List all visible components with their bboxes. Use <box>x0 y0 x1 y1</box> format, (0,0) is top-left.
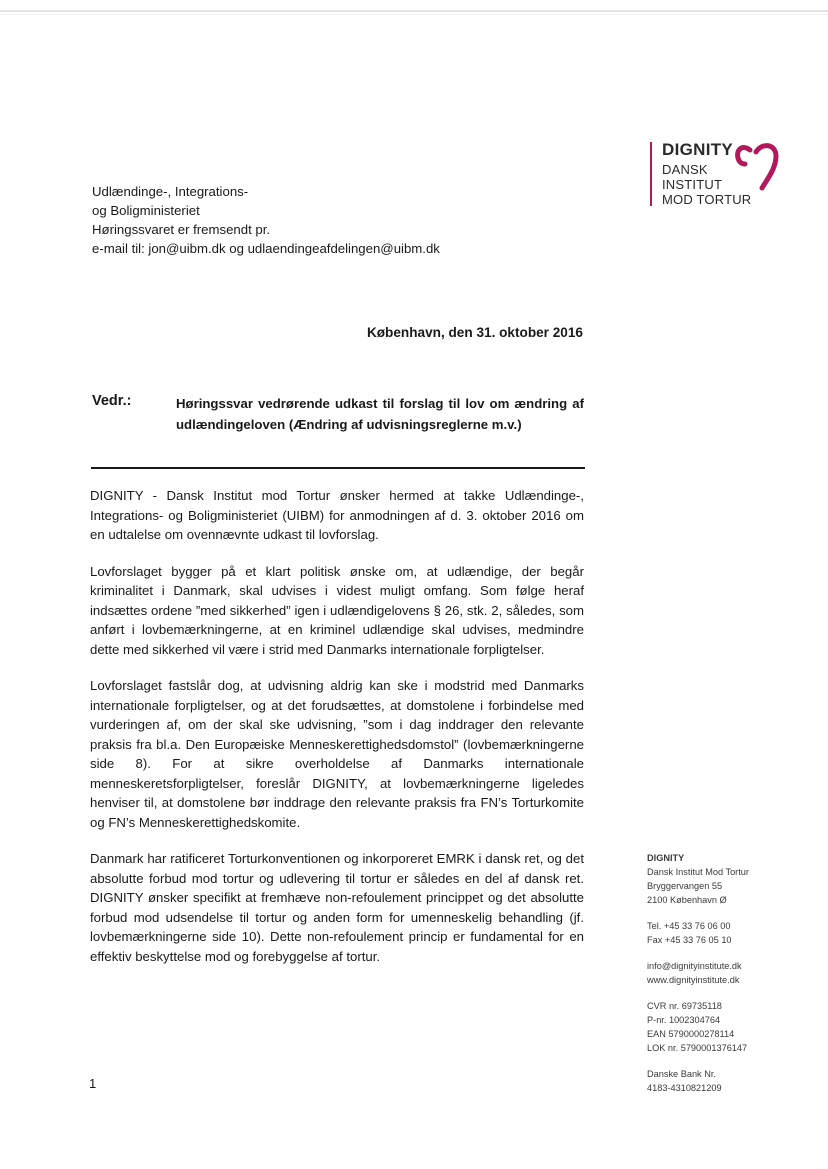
logo-divider-bar <box>650 142 652 206</box>
sidebar-bank-block <box>647 1067 797 1095</box>
subject-text: Høringssvar vedrørende udkast til forslag til lov om ændring af udlændingeloven (Ændring af udvisningsreglerne m.v.) <box>176 396 584 432</box>
sidebar-bank: Danske Bank Nr. <box>647 1069 716 1079</box>
letter-body <box>90 486 584 983</box>
sidebar-fax: Fax +45 33 76 05 10 <box>647 935 732 945</box>
scan-edge <box>0 10 828 12</box>
sidebar-ean: EAN 5790000278114 <box>647 1029 735 1039</box>
letter-date: København, den 31. oktober 2016 <box>366 325 583 340</box>
contact-sidebar <box>647 851 797 1107</box>
recipient-line-4: e-mail til: jon@uibm.dk og udlaendingeafdelingen@uibm.dk <box>92 241 440 256</box>
sidebar-pnr: P-nr. 1002304764 <box>647 1015 721 1025</box>
sidebar-cvr: CVR nr. 69735118 <box>647 1001 722 1011</box>
recipient-line-2: og Boligministeriet <box>92 203 200 218</box>
logo-line-2: INSTITUT <box>662 177 723 192</box>
sidebar-address-3: 2100 København Ø <box>647 895 727 905</box>
recipient-address <box>92 182 440 258</box>
sidebar-org: DIGNITY <box>647 853 685 863</box>
sidebar-tel: Tel. +45 33 76 06 00 <box>647 921 731 931</box>
sidebar-web-block <box>647 959 797 987</box>
recipient-line-1: Udlændinge-, Integrations- <box>92 184 249 199</box>
subject-label: Vedr.: <box>92 393 132 409</box>
page-number: 1 <box>89 1076 97 1091</box>
sidebar-web: www.dignityinstitute.dk <box>647 975 740 985</box>
body-paragraph-3: Lovforslaget fastslår dog, at udvisning aldrig kan ske i modstrid med Danmarks internationale forpligtelser, og at det forudsættes, at domstolene i forbindelse med vurderingen af, om der skal ske udvisning, ”som i dag inddrager den relevante praksis fra bl.a. Den Europæiske Menneskerettighedsdomstol” (lovbemærkningerne side 8). For at sikre overholdelse af Danmarks internationale menneskeretsforpligtelser, foreslår DIGNITY, at lovbemærkningerne ligeledes henviser til, at domstolene bør inddrage den relevante praksis fra FN’s Torturkomite og FN’s Menneskerettighedskomite. <box>90 678 584 830</box>
sidebar-address-block <box>647 851 797 907</box>
sidebar-registration-block <box>647 999 797 1055</box>
sidebar-phone-block <box>647 919 797 947</box>
sidebar-address-2: Bryggervangen 55 <box>647 881 723 891</box>
body-paragraph-1: DIGNITY - Dansk Institut mod Tortur ønsker hermed at takke Udlændinge-, Integrations- og Boligministeriet (UIBM) for anmodningen af d. 3. oktober 2016 om en udtalelse om ovennævnte udkast til lovforslag. <box>90 488 584 542</box>
logo-line-1: DANSK <box>662 162 708 177</box>
sidebar-lok: LOK nr. 5790001376147 <box>647 1043 748 1053</box>
heart-mark-icon <box>734 140 784 192</box>
body-paragraph-4: Danmark har ratificeret Torturkonventionen og inkorporeret EMRK i dansk ret, og det absolutte forbud mod tortur og udlevering til tortur er således en del af dansk ret. DIGNITY ønsker specifikt at fremhæve non-refoulement princippet og det absolutte forbud mod udsendelse til tortur og anden form for umenneskelig behandling (jf. lovbemærkningerne side 10). Dette non-refoulement princip er fundamental for en effektiv beskyttelse mod og forebyggelse af tortur. <box>90 851 584 964</box>
scan-edge-secondary <box>0 14 828 15</box>
sidebar-email: info@dignityinstitute.dk <box>647 961 742 971</box>
logo-line-3: MOD TORTUR <box>662 192 752 207</box>
subject-divider <box>91 467 585 469</box>
recipient-line-3: Høringssvaret er fremsendt pr. <box>92 222 271 237</box>
sidebar-address-1: Dansk Institut Mod Tortur <box>647 867 749 877</box>
sidebar-account: 4183-4310821209 <box>647 1083 722 1093</box>
logo-title: DIGNITY <box>662 140 734 159</box>
body-paragraph-2: Lovforslaget bygger på et klart politisk ønske om, at udlændige, der begår kriminalitet i Danmark, skal udvises i videst muligt omfang. Som følge heraf indsættes ordene ”med sikkerhed” igen i udlændigelovens § 26, stk. 2, således, som anført i lovbemærkningerne, at en kriminel udlændige skal udvises, medmindre dette med sikkerhed vil være i strid med Danmarks internationale forpligtelser. <box>90 563 584 657</box>
dignity-logo <box>650 140 790 212</box>
